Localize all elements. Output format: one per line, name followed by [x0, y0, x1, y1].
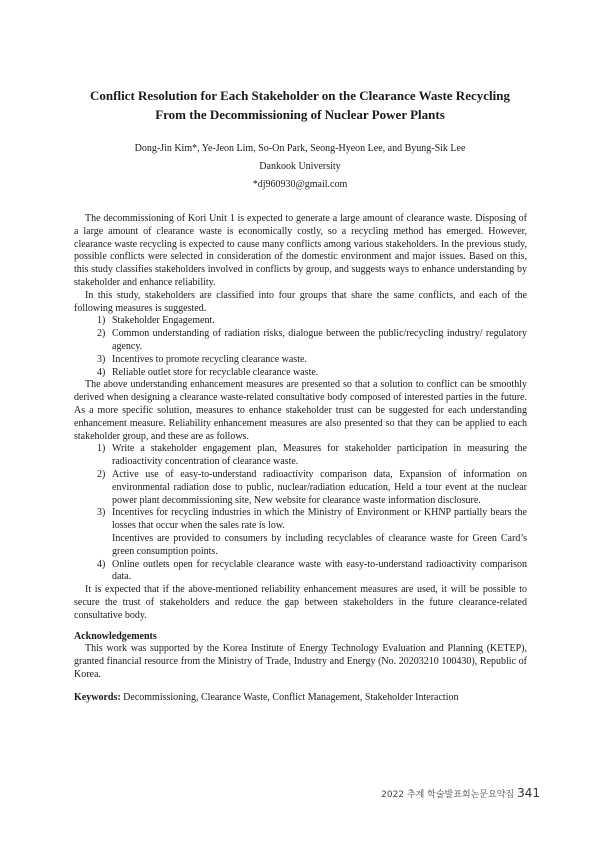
list-number: 1)	[97, 315, 106, 327]
list-extra-text: Incentives are provided to consumers by including recyclables of clearance waste for Green Card’s green consumption points.	[112, 532, 527, 557]
list-number: 4)	[97, 558, 106, 570]
page-footer	[381, 786, 540, 800]
list-text: Common understanding of radiation risks, dialogue between the public/recycling industry/ regulatory agency.	[112, 328, 527, 352]
list-text: Active use of easy-to-understand radioactivity comparison data, Expansion of information on environmental radiation dose to public, nuclear/radiation education, Held a tour event at the nuclear power plant decommissioning site, New website for clearance waste information disclosure.	[112, 468, 527, 506]
keywords-text: Decommissioning, Clearance Waste, Conflict Management, Stakeholder Interaction	[123, 691, 459, 703]
list-item	[74, 367, 527, 380]
list-text: Incentives for recycling industries in which the Ministry of Environment or KHNP partially bears the losses that occur when the sales rate is low.	[112, 507, 527, 532]
title-line-1: Conflict Resolution for Each Stakeholder on the Clearance Waste Recycling	[90, 88, 510, 103]
list-item	[74, 354, 527, 367]
list-number: 2)	[97, 328, 106, 340]
abstract-body	[74, 213, 527, 704]
list-item	[74, 315, 527, 328]
affiliation: Dankook University	[259, 161, 341, 172]
list-number: 2)	[97, 468, 106, 480]
acknowledgements-text: This work was supported by the Korea Institute of Energy Technology Evaluation and Planning (KETEP), granted financial resource from the Ministry of Trade, Industry and Energy (No. 20203210 100430), Republic of Korea.	[74, 643, 527, 680]
list-text: Write a stakeholder engagement plan, Measures for stakeholder participation in measuring the radioactivity concentration of clearance waste.	[112, 443, 527, 468]
paragraph-conclusion: It is expected that if the above-mentioned reliability enhancement measures are used, it will be possible to secure the trust of stakeholders and reduce the gap between stakeholders in the future clearance-related consultative body.	[74, 584, 527, 621]
list-number: 3)	[97, 507, 106, 519]
title-line-2: From the Decommissioning of Nuclear Power Plants	[155, 107, 445, 122]
list-number: 1)	[97, 443, 106, 455]
paper-title	[60, 86, 540, 124]
list-item	[74, 559, 527, 585]
list-item	[74, 328, 527, 354]
reliability-measures-list	[74, 443, 527, 584]
keywords	[74, 692, 527, 705]
list-number: 4)	[97, 366, 106, 378]
list-number: 3)	[97, 353, 106, 365]
list-item	[74, 469, 527, 507]
acknowledgements-heading: Acknowledgements	[74, 630, 157, 642]
understanding-measures-list	[74, 315, 527, 379]
paragraph-intro: The decommissioning of Kori Unit 1 is expected to generate a large amount of clearance waste. Disposing of a large amount of clearance waste is economically costly, so a recycling method has emerged. However, clearance waste recycling is expected to cause many conflicts among various stakeholders. In the previous study, possible conflicts were selected in consideration of the domestic environment and major issues. Based on this, this study classifies stakeholders involved in conflicts by group, and suggests ways to enhance understanding by stakeholder and enhance reliability.	[74, 213, 527, 288]
list-item	[74, 443, 527, 469]
author-list: Dong-Jin Kim*, Ye-Jeon Lim, So-On Park, Seong-Hyeon Lee, and Byung-Sik Lee	[134, 143, 466, 154]
list-text: Stakeholder Engagement.	[112, 315, 215, 327]
list-text: Reliable outlet store for recyclable clearance waste.	[112, 366, 319, 378]
keywords-label: Keywords:	[74, 691, 121, 703]
list-text: Incentives to promote recycling clearance waste.	[112, 353, 307, 365]
page-number: 341	[517, 786, 540, 800]
list-item	[74, 507, 527, 558]
list-text: Online outlets open for recyclable clearance waste with easy-to-understand radioactivity comparison data.	[112, 558, 527, 583]
author-email: *dj960930@gmail.com	[252, 179, 348, 190]
paragraph-solution: The above understanding enhancement measures are presented so that a solution to conflict can be smoothly derived when designing a clearance waste-related consultative body composed of interested parties in the future. As a more specific solution, measures to enhance stakeholder trust can be suggested for each understanding enhancement measure. Reliability enhancement measures are also presented so that they can be applied to each stakeholder group, and these are as follows.	[74, 379, 527, 442]
proceedings-name: 2022 추계 학술발표회논문요약집	[381, 790, 515, 800]
paragraph-groups: In this study, stakeholders are classified into four groups that share the same conflicts, and each of the following measures is suggested.	[74, 289, 527, 314]
